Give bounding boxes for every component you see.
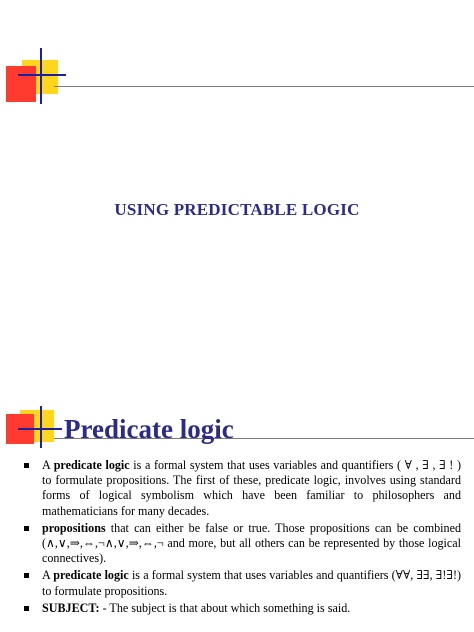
content-slide [0,390,474,632]
bullet-text: is a formal system that uses variables and quantifiers ( ∀ , ∃ , ∃ ! ) to formulate propositions. The first of these, predicate logic, involves using standard forms of logical symbolism which have been familiar to philosophers and mathematicians for many decades. [42,458,461,518]
slide-heading: Predicate logic [64,414,234,444]
vertical-line-decoration [40,48,42,104]
slide-title: USING PREDICTABLE LOGIC [114,200,360,219]
bullet-list [0,458,474,618]
slide-logo-decoration [0,0,474,110]
horizontal-line-decoration [18,428,62,430]
bullet-square-icon [24,606,29,611]
bullet-bold-term: predicate logic [53,458,130,472]
bullet-text: is a formal system that uses variables and quantifiers (∀∀, ∃∃, ∃!∃!) to formulate propositions. [42,568,462,598]
vertical-line-decoration [40,406,42,448]
bullet-bold-term: predicate logic [53,568,129,583]
bullet-item [0,458,474,519]
bullet-text: that can either be false or true. Those propositions can be combined (∧,∨,⇒,⇔,¬∧,∨,⇒,⇔,¬ and more, but all others can be represented by those logical connectives). [42,520,461,566]
bullet-item [0,568,474,598]
divider-line [54,86,474,87]
bullet-square-icon [24,463,29,468]
bullet-text-pre: A [42,458,54,472]
bullet-square-icon [24,526,29,531]
horizontal-line-decoration [18,74,66,76]
red-square-decoration [6,66,36,102]
bullet-text: - The subject is that about which something is said. [99,600,351,615]
bullet-square-icon [24,573,29,578]
bullet-bold-term: propositions [42,520,106,535]
bullet-bold-term: SUBJECT: [42,600,100,615]
bullet-item [0,601,474,616]
bullet-text-pre: A [42,568,54,583]
bullet-item [0,521,474,567]
